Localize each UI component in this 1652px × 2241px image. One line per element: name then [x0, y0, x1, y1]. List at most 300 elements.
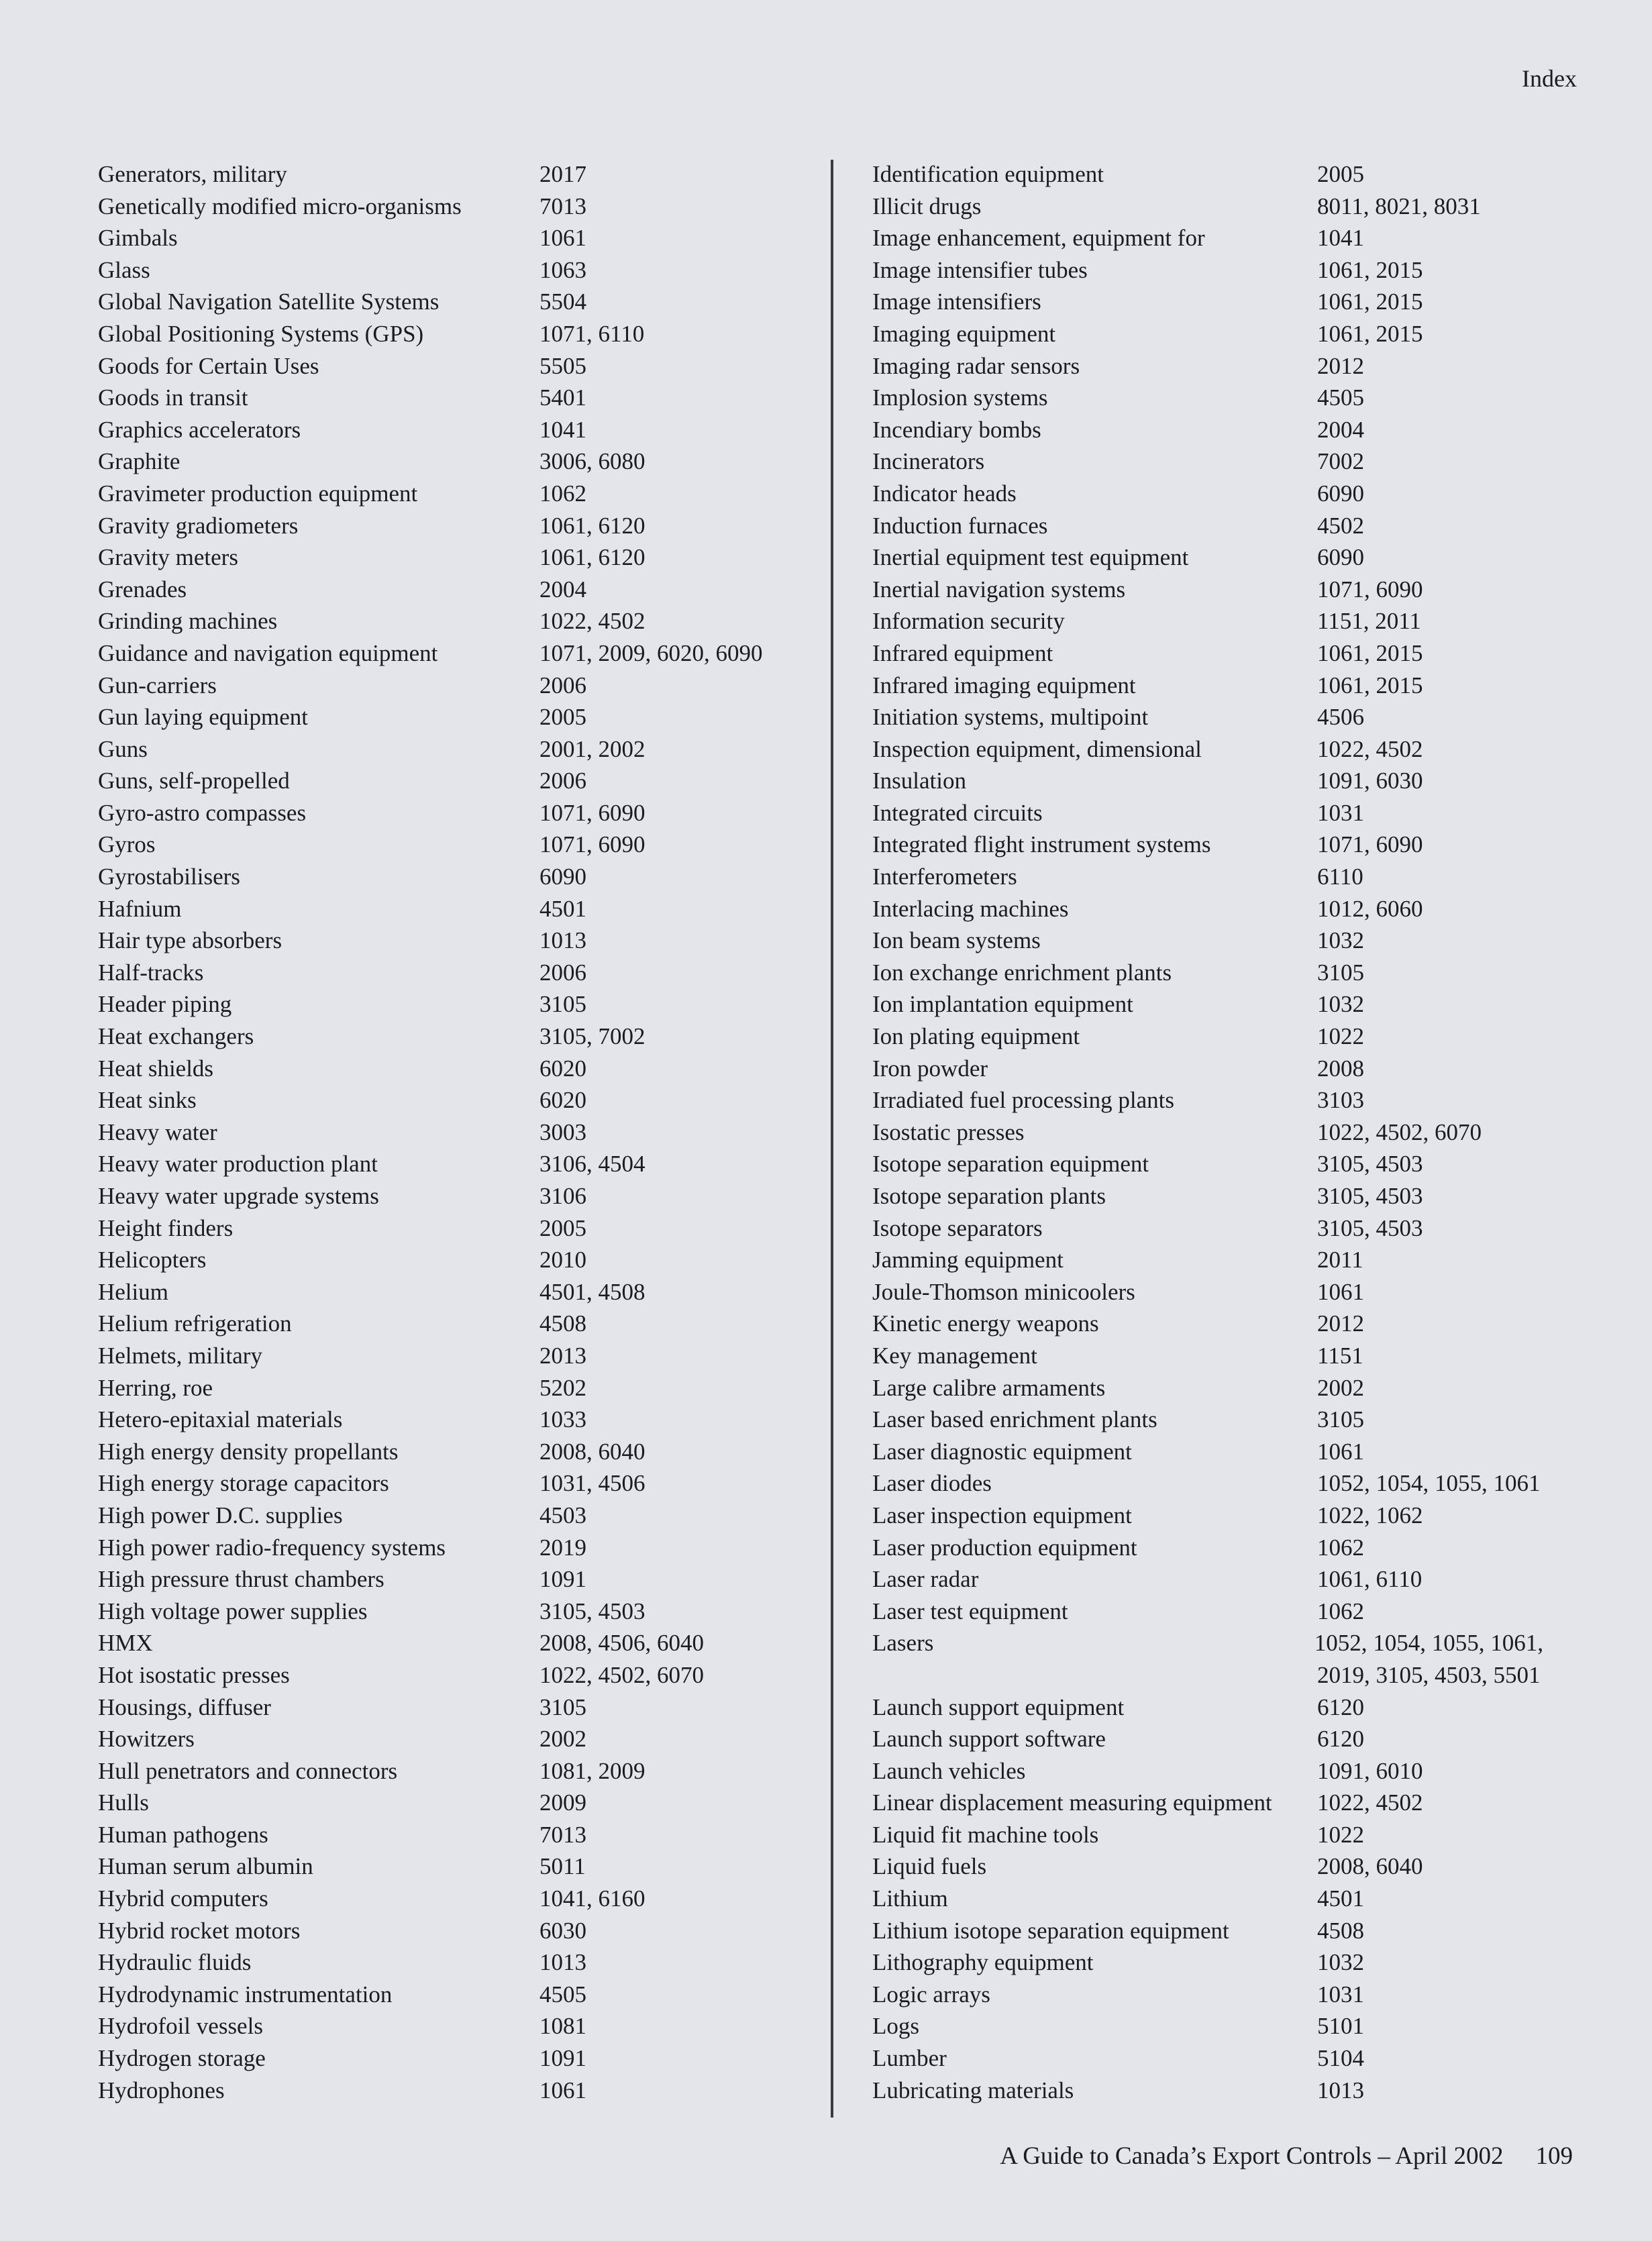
- index-term: Insulation: [872, 768, 966, 794]
- index-codes: 3105, 4503: [1317, 1151, 1423, 1178]
- index-codes: 5011: [539, 1853, 586, 1880]
- index-entry: [98, 1244, 823, 1276]
- index-entry: [98, 605, 823, 637]
- index-entry: [98, 1563, 823, 1596]
- index-entry: [98, 670, 823, 702]
- index-term: Lithography equipment: [872, 1949, 1094, 1976]
- index-codes: 3106: [539, 1183, 586, 1209]
- index-term: [872, 1659, 1317, 1691]
- index-entry: [98, 1787, 823, 1819]
- index-entry: [872, 1659, 1543, 1691]
- index-term: Isotope separators: [872, 1214, 1043, 1241]
- index-term: Liquid fuels: [872, 1853, 987, 1880]
- index-codes: 3003: [539, 1118, 586, 1145]
- index-codes: 1091, 6010: [1317, 1757, 1423, 1784]
- index-term: Helicopters: [98, 1247, 207, 1273]
- index-entry: [872, 701, 1543, 733]
- index-entry: [98, 1596, 823, 1628]
- index-term: Incendiary bombs: [872, 416, 1041, 443]
- index-term: Height finders: [98, 1214, 234, 1241]
- index-term: Image intensifiers: [872, 289, 1041, 315]
- index-entry: [872, 733, 1543, 766]
- index-codes: 1063: [539, 256, 586, 283]
- index-entry: [98, 1404, 823, 1436]
- index-term: Interferometers: [872, 864, 1017, 890]
- index-entry: [98, 446, 823, 478]
- index-term: Launch support equipment: [872, 1693, 1125, 1720]
- index-term: Gimbals: [98, 225, 178, 252]
- index-codes: 1061, 6120: [539, 512, 646, 539]
- index-term: Global Navigation Satellite Systems: [98, 289, 440, 315]
- index-entry: [98, 925, 823, 957]
- index-codes: 3006, 6080: [539, 448, 646, 475]
- index-codes: 1013: [1317, 2077, 1364, 2103]
- index-entry: [872, 158, 1543, 191]
- index-entry: [98, 1212, 823, 1245]
- index-term: Inertial navigation systems: [872, 576, 1126, 603]
- index-term: Housings, diffuser: [98, 1693, 271, 1720]
- index-codes: 1022, 4502: [1317, 735, 1423, 762]
- index-term: Key management: [872, 1342, 1037, 1369]
- index-term: Lithium: [872, 1885, 948, 1912]
- index-codes: 4501, 4508: [539, 1278, 646, 1305]
- index-entry: [98, 541, 823, 574]
- index-codes: 1061, 2015: [1317, 289, 1423, 315]
- index-entry: [98, 191, 823, 223]
- index-entry: [98, 414, 823, 446]
- index-term: High energy storage capacitors: [98, 1470, 389, 1497]
- index-term: Heavy water upgrade systems: [98, 1183, 379, 1209]
- index-codes: 5202: [539, 1374, 586, 1401]
- index-codes: 1013: [539, 1949, 586, 1976]
- index-entry: [872, 1819, 1543, 1851]
- index-codes: 2008: [1317, 1055, 1364, 1082]
- index-codes: 1062: [539, 480, 586, 507]
- index-codes: 5104: [1317, 2045, 1364, 2072]
- index-entry: [872, 1404, 1543, 1436]
- index-entry: [98, 286, 823, 318]
- index-term: Hybrid rocket motors: [98, 1917, 301, 1944]
- index-entry: [98, 988, 823, 1021]
- index-codes: 1033: [539, 1406, 586, 1433]
- index-term: Jamming equipment: [872, 1247, 1064, 1273]
- index-codes: 4508: [1317, 1917, 1364, 1944]
- index-codes: 1071, 6090: [1317, 831, 1423, 858]
- index-codes: 1071, 6090: [539, 799, 646, 826]
- index-entry: [98, 861, 823, 893]
- index-codes: 1091, 6030: [1317, 768, 1423, 794]
- index-term: Laser diodes: [872, 1470, 992, 1497]
- index-term: High power D.C. supplies: [98, 1502, 343, 1528]
- index-term: Information security: [872, 608, 1065, 635]
- index-entry: [98, 510, 823, 542]
- index-entry: [872, 957, 1543, 989]
- index-term: Imaging radar sensors: [872, 352, 1080, 379]
- index-codes: 1061: [539, 225, 586, 252]
- index-entry: [98, 1500, 823, 1532]
- index-term: Lithium isotope separation equipment: [872, 1917, 1229, 1944]
- index-entry: [98, 733, 823, 766]
- page-number: 109: [1535, 2142, 1573, 2170]
- publication-title: A Guide to Canada’s Export Controls – April 2002: [1000, 2142, 1504, 2170]
- index-entry: [872, 1053, 1543, 1085]
- index-codes: 8011, 8021, 8031: [1317, 193, 1481, 219]
- index-entry: [98, 1627, 823, 1659]
- index-codes: 5505: [539, 352, 586, 379]
- index-entry: [872, 797, 1543, 829]
- index-codes: 2004: [539, 576, 586, 603]
- index-term: Generators, military: [98, 161, 287, 187]
- index-entry: [872, 1596, 1543, 1628]
- index-entry: [872, 1276, 1543, 1308]
- index-codes: 1022, 1062: [1317, 1502, 1423, 1528]
- index-codes: 2012: [1317, 1310, 1364, 1337]
- index-term: Hydraulic fluids: [98, 1949, 252, 1976]
- index-entry: [98, 701, 823, 733]
- index-entry: [872, 1946, 1543, 1979]
- index-entry: [98, 765, 823, 797]
- index-term: Laser production equipment: [872, 1534, 1137, 1561]
- index-entry: [98, 1915, 823, 1947]
- index-entry: [872, 670, 1543, 702]
- index-entry: [872, 605, 1543, 637]
- index-entry: [872, 1244, 1543, 1276]
- page-header: Index: [1522, 65, 1577, 92]
- index-codes: 3105, 7002: [539, 1023, 646, 1050]
- index-codes: 1061: [1317, 1438, 1364, 1465]
- index-entry: [98, 1084, 823, 1116]
- index-codes: 7013: [539, 193, 586, 219]
- index-term: HMX: [98, 1630, 153, 1657]
- index-codes: 1022: [1317, 1821, 1364, 1848]
- index-term: Image enhancement, equipment for: [872, 225, 1205, 252]
- index-codes: 1041: [539, 416, 586, 443]
- index-entry: [98, 2010, 823, 2042]
- index-entry: [872, 765, 1543, 797]
- index-codes: 2001, 2002: [539, 735, 646, 762]
- index-term: Herring, roe: [98, 1374, 213, 1401]
- index-codes: 1061, 2015: [1317, 639, 1423, 666]
- index-codes: 2009: [539, 1789, 586, 1816]
- index-codes: 2019: [539, 1534, 586, 1561]
- index-term: Guns: [98, 735, 148, 762]
- index-codes: 2006: [539, 672, 586, 698]
- index-entry: [98, 957, 823, 989]
- index-term: Gravity gradiometers: [98, 512, 299, 539]
- index-codes: 2012: [1317, 352, 1364, 379]
- index-entry: [872, 1372, 1543, 1404]
- index-codes: 2006: [539, 768, 586, 794]
- index-entry: [98, 1340, 823, 1372]
- index-entry: [872, 510, 1543, 542]
- index-codes: 1091: [539, 2045, 586, 2072]
- index-term: High pressure thrust chambers: [98, 1566, 384, 1593]
- index-entry: [872, 2042, 1543, 2075]
- index-codes: 4506: [1317, 704, 1364, 731]
- index-entry: [872, 541, 1543, 574]
- index-term: Hulls: [98, 1789, 149, 1816]
- index-codes: 1061: [539, 2077, 586, 2103]
- index-term: Lasers: [872, 1630, 934, 1657]
- index-entry: [98, 1053, 823, 1085]
- index-entry: [98, 1276, 823, 1308]
- index-codes: 1012, 6060: [1317, 895, 1423, 922]
- index-entry: [98, 1021, 823, 1053]
- index-entry: [872, 2010, 1543, 2042]
- index-entry: [872, 1308, 1543, 1340]
- index-codes: 2002: [1317, 1374, 1364, 1401]
- index-codes: 1022: [1317, 1023, 1364, 1050]
- index-entry: [98, 382, 823, 414]
- index-entry: [98, 2075, 823, 2107]
- index-term: Howitzers: [98, 1726, 195, 1753]
- index-term: Lubricating materials: [872, 2077, 1074, 2103]
- index-entry: [872, 382, 1543, 414]
- index-term: Header piping: [98, 991, 232, 1018]
- index-entry: [872, 1627, 1543, 1659]
- index-term: Linear displacement measuring equipment: [872, 1789, 1272, 1816]
- index-entry: [98, 1148, 823, 1180]
- index-codes: 7002: [1317, 448, 1364, 475]
- index-codes: 5504: [539, 289, 586, 315]
- index-entry: [872, 1787, 1543, 1819]
- index-entry: [872, 222, 1543, 254]
- index-codes: 1071, 6110: [539, 320, 645, 347]
- index-entry: [872, 925, 1543, 957]
- index-term: Imaging equipment: [872, 320, 1056, 347]
- index-term: Gun laying equipment: [98, 704, 309, 731]
- index-entry: [98, 1372, 823, 1404]
- index-codes: 5401: [539, 384, 586, 411]
- index-entry: [98, 1659, 823, 1691]
- index-term: Joule-Thomson minicoolers: [872, 1278, 1135, 1305]
- index-entry: [872, 191, 1543, 223]
- index-codes: 1031: [1317, 1981, 1364, 2008]
- index-term: Half-tracks: [98, 959, 204, 986]
- index-term: Initiation systems, multipoint: [872, 704, 1149, 731]
- index-codes: 6020: [539, 1087, 586, 1114]
- index-entry: [98, 350, 823, 382]
- index-entry: [872, 1979, 1543, 2011]
- index-codes: 1061: [1317, 1278, 1364, 1305]
- index-entry: [872, 286, 1543, 318]
- index-term: Iron powder: [872, 1055, 988, 1082]
- index-entry: [872, 1915, 1543, 1947]
- index-term: Hydrophones: [98, 2077, 225, 2103]
- index-term: Laser diagnostic equipment: [872, 1438, 1132, 1465]
- index-codes: 2004: [1317, 416, 1364, 443]
- index-entry: [872, 1180, 1543, 1212]
- index-codes: 1022, 4502, 6070: [539, 1661, 704, 1688]
- index-codes: 4502: [1317, 512, 1364, 539]
- index-codes: 2005: [539, 704, 586, 731]
- index-term: Gyros: [98, 831, 156, 858]
- index-entry: [872, 1212, 1543, 1245]
- index-term: Integrated circuits: [872, 799, 1043, 826]
- index-term: High energy density propellants: [98, 1438, 399, 1465]
- index-term: Guns, self-propelled: [98, 768, 290, 794]
- index-entry: [872, 254, 1543, 286]
- index-entry: [872, 829, 1543, 861]
- index-entry: [872, 1755, 1543, 1787]
- index-term: High voltage power supplies: [98, 1598, 368, 1624]
- index-entry: [872, 1532, 1543, 1564]
- index-term: Laser based enrichment plants: [872, 1406, 1157, 1433]
- index-codes: 6090: [539, 864, 586, 890]
- index-term: High power radio-frequency systems: [98, 1534, 446, 1561]
- index-codes: 3105, 4503: [1317, 1183, 1423, 1209]
- index-entry: [98, 893, 823, 925]
- index-codes: 2006: [539, 959, 586, 986]
- index-entry: [98, 1467, 823, 1500]
- index-term: Indicator heads: [872, 480, 1017, 507]
- index-entry: [98, 1883, 823, 1915]
- index-term: Gravity meters: [98, 544, 238, 571]
- index-entry: [872, 893, 1543, 925]
- index-codes: 1022, 4502: [1317, 1789, 1423, 1816]
- index-term: Grenades: [98, 576, 187, 603]
- index-entry: [872, 988, 1543, 1021]
- index-codes: 1071, 6090: [1317, 576, 1423, 603]
- index-term: Helium: [98, 1278, 168, 1305]
- index-term: Large calibre armaments: [872, 1374, 1106, 1401]
- index-entry: [872, 1883, 1543, 1915]
- index-codes: 3105: [539, 1693, 586, 1720]
- index-codes: 7013: [539, 1821, 586, 1848]
- index-codes: 2005: [539, 1214, 586, 1241]
- index-codes: 1032: [1317, 1949, 1364, 1976]
- index-term: Ion implantation equipment: [872, 991, 1133, 1018]
- index-codes: 2013: [539, 1342, 586, 1369]
- index-entry: [872, 1723, 1543, 1755]
- index-codes: 1022, 4502: [539, 608, 646, 635]
- index-term: Graphite: [98, 448, 180, 475]
- index-entry: [872, 414, 1543, 446]
- index-term: Human serum albumin: [98, 1853, 313, 1880]
- index-entry: [872, 1116, 1543, 1149]
- index-codes: 6120: [1317, 1726, 1364, 1753]
- index-codes: 4505: [539, 1981, 586, 2008]
- index-entry: [872, 1500, 1543, 1532]
- index-term: Genetically modified micro-organisms: [98, 193, 462, 219]
- index-term: Hull penetrators and connectors: [98, 1757, 398, 1784]
- index-term: Launch vehicles: [872, 1757, 1026, 1784]
- index-column-right: [872, 158, 1543, 2106]
- index-entry: [98, 254, 823, 286]
- index-entry: [98, 797, 823, 829]
- index-term: Hybrid computers: [98, 1885, 268, 1912]
- index-term: Kinetic energy weapons: [872, 1310, 1099, 1337]
- index-codes: 1071, 6090: [539, 831, 646, 858]
- index-entry: [98, 1308, 823, 1340]
- index-column-left: [98, 158, 823, 2106]
- index-term: Isotope separation equipment: [872, 1151, 1149, 1178]
- index-entry: [98, 222, 823, 254]
- index-term: Implosion systems: [872, 384, 1048, 411]
- index-entry: [98, 1979, 823, 2011]
- index-codes: 3103: [1317, 1087, 1364, 1114]
- index-entry: [98, 1116, 823, 1149]
- index-entry: [98, 1180, 823, 1212]
- index-codes: 1071, 2009, 6020, 6090: [539, 639, 763, 666]
- index-term: Infrared imaging equipment: [872, 672, 1136, 698]
- index-codes: 1022, 4502, 6070: [1317, 1118, 1482, 1145]
- index-codes: 2008, 4506, 6040: [539, 1630, 704, 1657]
- index-term: Liquid fit machine tools: [872, 1821, 1099, 1848]
- index-codes: 2008, 6040: [539, 1438, 646, 1465]
- index-codes: 4501: [1317, 1885, 1364, 1912]
- index-codes: 1081, 2009: [539, 1757, 646, 1784]
- index-term: Gyro-astro compasses: [98, 799, 307, 826]
- index-entry: [872, 1021, 1543, 1053]
- index-term: Isostatic presses: [872, 1118, 1025, 1145]
- index-term: Human pathogens: [98, 1821, 268, 1848]
- index-term: Goods in transit: [98, 384, 248, 411]
- index-entry: [98, 1691, 823, 1724]
- index-entry: [872, 318, 1543, 350]
- index-term: Laser test equipment: [872, 1598, 1068, 1624]
- index-term: Hetero-epitaxial materials: [98, 1406, 343, 1433]
- index-term: Induction furnaces: [872, 512, 1048, 539]
- index-entry: [98, 158, 823, 191]
- index-term: Infrared equipment: [872, 639, 1053, 666]
- index-term: Ion exchange enrichment plants: [872, 959, 1172, 986]
- index-term: Heavy water: [98, 1118, 217, 1145]
- index-entry: [872, 2075, 1543, 2107]
- index-codes: 2008, 6040: [1317, 1853, 1423, 1880]
- index-term: Hydrodynamic instrumentation: [98, 1981, 393, 2008]
- index-codes: 3105: [1317, 1406, 1364, 1433]
- index-codes: 1031, 4506: [539, 1470, 646, 1497]
- index-entry: [872, 446, 1543, 478]
- index-codes: 1061, 6120: [539, 544, 646, 571]
- index-term: Goods for Certain Uses: [98, 352, 319, 379]
- index-term: Isotope separation plants: [872, 1183, 1106, 1209]
- index-term: Helium refrigeration: [98, 1310, 292, 1337]
- index-term: Heat exchangers: [98, 1023, 254, 1050]
- index-term: Heavy water production plant: [98, 1151, 378, 1178]
- column-divider: [831, 160, 833, 2118]
- index-term: Gun-carriers: [98, 672, 217, 698]
- index-codes: 1041: [1317, 225, 1364, 252]
- index-codes: 4508: [539, 1310, 586, 1337]
- index-entry: [98, 1723, 823, 1755]
- index-codes: 1091: [539, 1566, 586, 1593]
- index-codes: 1061, 2015: [1317, 672, 1423, 698]
- index-codes: 1052, 1054, 1055, 1061,: [1314, 1630, 1543, 1657]
- index-entry: [872, 1467, 1543, 1500]
- index-term: Lumber: [872, 2045, 947, 2072]
- index-codes: 1032: [1317, 927, 1364, 954]
- index-entry: [98, 318, 823, 350]
- index-term: Hot isostatic presses: [98, 1661, 290, 1688]
- index-entry: [872, 1563, 1543, 1596]
- index-term: Heat shields: [98, 1055, 214, 1082]
- index-codes: 1081: [539, 2013, 586, 2040]
- index-entry: [98, 1851, 823, 1883]
- index-term: Laser inspection equipment: [872, 1502, 1132, 1528]
- index-entry: [872, 1436, 1543, 1468]
- index-term: Hydrogen storage: [98, 2045, 266, 2072]
- index-codes: 1062: [1317, 1598, 1364, 1624]
- index-term: Hafnium: [98, 895, 182, 922]
- index-term: Interlacing machines: [872, 895, 1069, 922]
- index-entry: [872, 1148, 1543, 1180]
- index-codes: 2010: [539, 1247, 586, 1273]
- index-term: Guidance and navigation equipment: [98, 639, 438, 666]
- index-codes: 2011: [1317, 1247, 1363, 1273]
- index-entry: [872, 478, 1543, 510]
